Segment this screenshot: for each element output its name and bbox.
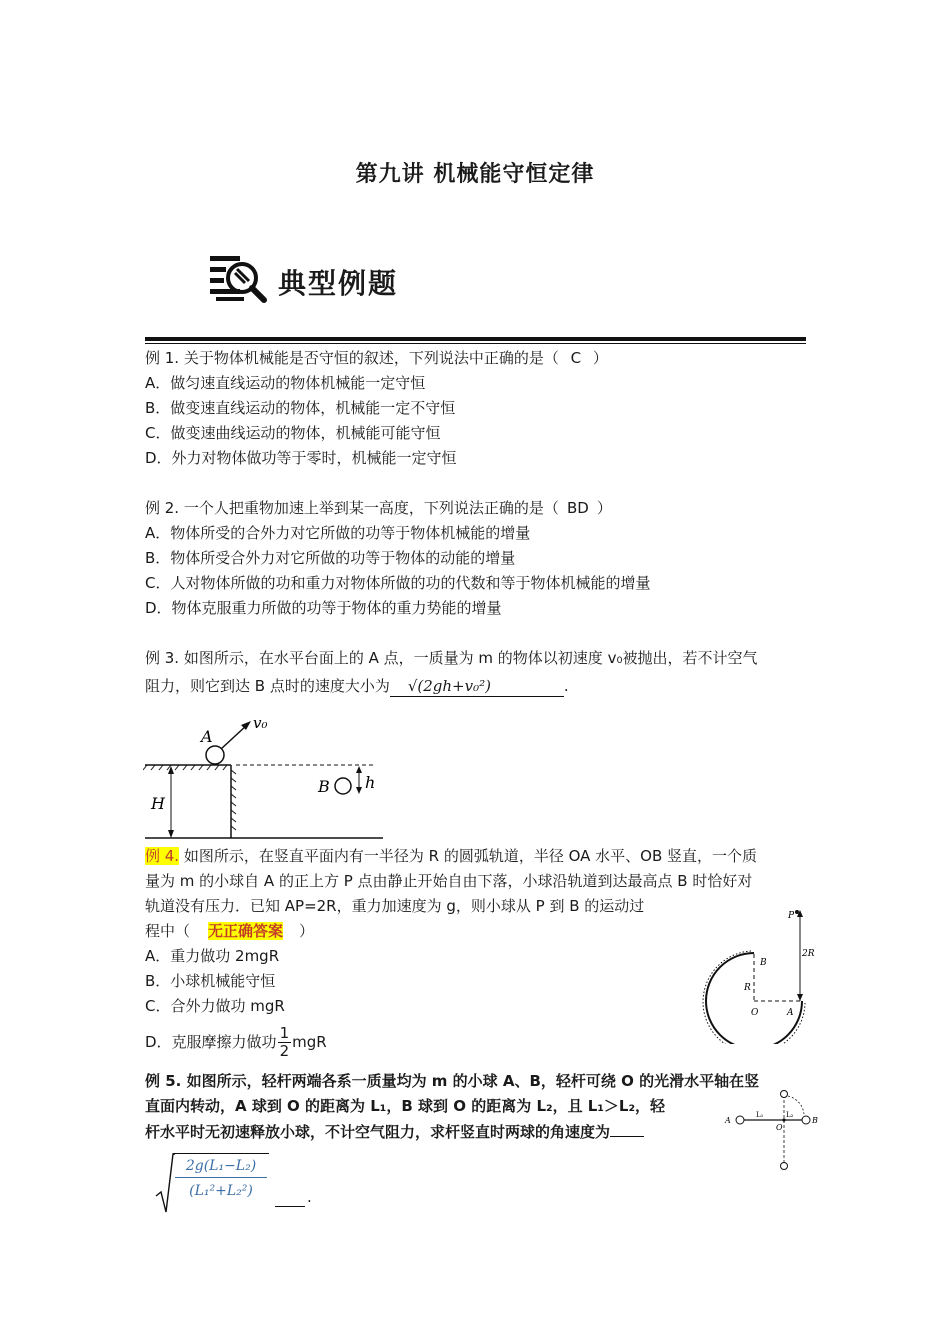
q4-option-a: A．重力做功 2mgR [145,947,280,965]
q4-line2: 量为 m 的小球自 A 的正上方 P 点由静止开始自由下落，小球沿轨道到达最高点 B 时恰好对 [145,872,753,890]
q5-end: . [307,1188,312,1206]
q5-answer-numerator: 2g(L₁−L₂) [175,1155,267,1178]
q4-tag: 例 4. [145,847,180,865]
q2-option-c: C．人对物体所做的功和重力对物体所做的功的代数和等于物体机械能的增量 [145,574,651,592]
q4-answer: 无正确答案 [208,922,284,940]
q3-figure [143,708,383,843]
q4-label-o: O [751,1008,759,1018]
q5-label-a: A [725,1116,731,1125]
q5-label-b: B [812,1116,818,1125]
q3-line1: 例 3. 如图所示，在水平台面上的 A 点，一质量为 m 的物体以初速度 v₀被抛出，若不计空气 [145,649,758,667]
q3-label-h: h [365,773,376,792]
q5-label-o: O [776,1123,783,1132]
q4-line3: 轨道没有压力．已知 AP=2R，重力加速度为 g，则小球从 P 到 B 的运动过 [145,897,645,915]
q4-label-b: B [760,958,767,968]
q1-option-a: A．做匀速直线运动的物体机械能一定守恒 [145,374,426,392]
q1-option-b: B．做变速直线运动的物体，机械能一定不守恒 [145,399,456,417]
q4-figure [696,904,821,1044]
q5-label-l1: L₁ [756,1111,764,1119]
q4-line1: 例 4. 如图所示，在竖直平面内有一半径为 R 的圆弧轨道，半径 OA 水平、OB 竖直，一个质 [145,847,758,865]
q3-answer: √(2gh+v₀²) [390,676,564,697]
q2-option-a: A．物体所受的合外力对它所做的功等于物体机械能的增量 [145,524,531,542]
q1-answer: C [570,349,582,367]
q4-option-b: B．小球机械能守恒 [145,972,276,990]
q4-option-d: D．克服摩擦力做功 $\frac{1}{2}$ mgR [145,1024,327,1060]
q4-label-r: R [744,983,751,993]
divider-thin [145,343,806,344]
q5-label-l2: L₂ [786,1111,794,1119]
q1-option-c: C．做变速曲线运动的物体，机械能可能守恒 [145,424,441,442]
section-label: 典型例题 [278,267,399,300]
q5-answer [155,1150,335,1216]
q2-option-b: B．物体所受合外力对它所做的功等于物体的动能的增量 [145,549,516,567]
q2-option-d: D．物体克服重力所做的功等于物体的重力势能的增量 [145,599,502,617]
q3-label-b: B [318,777,330,796]
divider-thick [145,337,806,341]
q4-line4: 程中（ 无正确答案 ） [145,922,315,940]
q2-stem: 例 2. 一个人把重物加速上举到某一高度，下列说法正确的是（ BD ） [145,499,612,517]
q4-label-a: A [787,1008,794,1018]
q1-stem: 例 1. 关于物体机械能是否守恒的叙述，下列说法中正确的是（ C ） [145,349,608,367]
magnifier-document-icon [208,252,268,304]
q3-label-v0: v₀ [253,714,268,732]
q3-line2: 阻力，则它到达 B 点时的速度大小为 √(2gh+v₀²) . [145,677,569,695]
q4-label-p: P [788,911,795,921]
q3-label-a: A [201,727,213,746]
q2-answer: BD [566,499,589,517]
q3-label-H: H [151,794,165,813]
q5-line3: 杆水平时无初速释放小球，不计空气阻力，求杆竖直时两球的角速度为 [145,1122,644,1142]
q1-option-d: D．外力对物体做功等于零时，机械能一定守恒 [145,449,457,467]
q5-answer-denominator: (L₁²+L₂²) [189,1183,253,1199]
page-title: 第九讲 机械能守恒定律 [355,162,595,187]
q4-label-2r: 2R [802,949,815,959]
q4-option-c: C．合外力做功 mgR [145,997,285,1015]
q5-line2: 直面内转动，A 球到 O 的距离为 L₁，B 球到 O 的距离为 L₂，且 L₁＞L₂，轻 [145,1097,666,1115]
q5-figure [722,1086,822,1174]
q5-line1: 例 5. 如图所示，轻杆两端各系一质量均为 m 的小球 A、B，轻杆可绕 O 的光滑水平轴在竖 [145,1072,760,1090]
